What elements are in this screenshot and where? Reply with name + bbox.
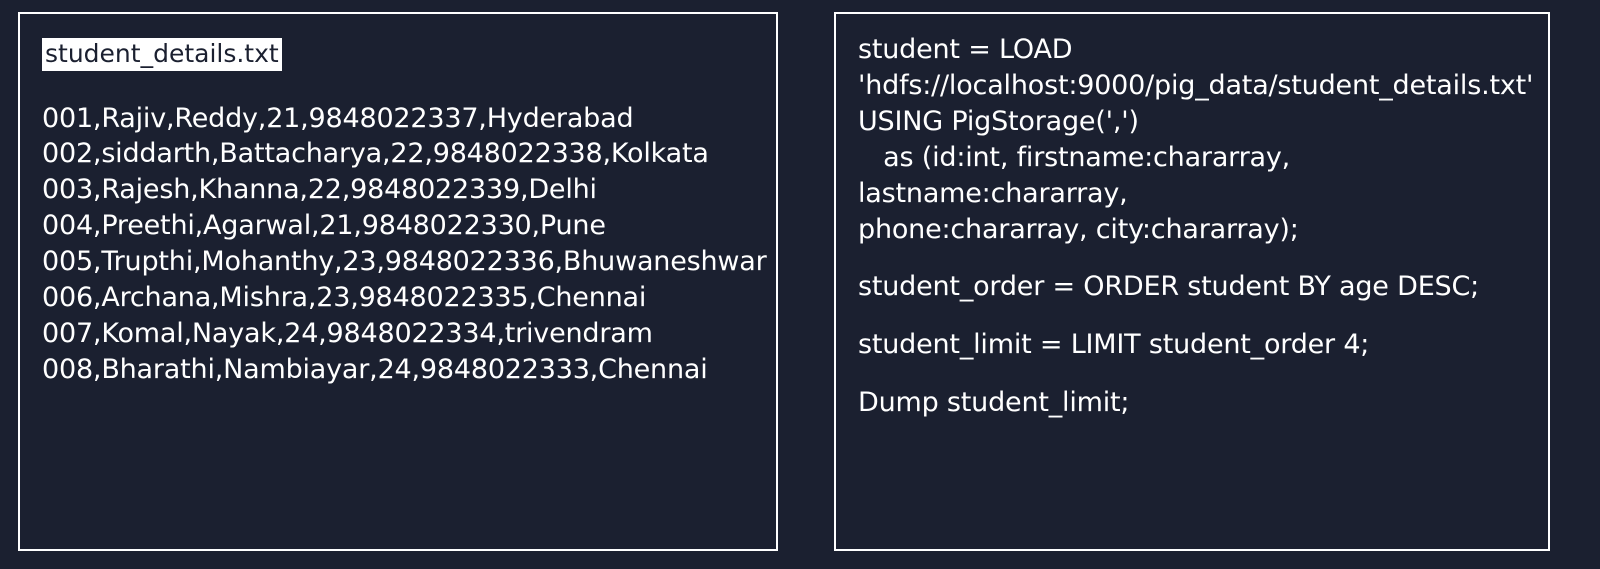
code-line: student = LOAD <box>858 34 1073 65</box>
code-line-blank <box>858 305 1526 327</box>
data-line: 001,Rajiv,Reddy,21,9848022337,Hyderabad <box>42 102 634 134</box>
student-data-lines <box>42 101 767 388</box>
code-line: phone:chararray, city:chararray); <box>858 213 1299 245</box>
data-line: 002,siddarth,Battacharya,22,9848022338,Kolkata <box>42 138 709 170</box>
data-line: 004,Preethi,Agarwal,21,9848022330,Pune <box>42 210 606 242</box>
pig-script-panel <box>834 12 1550 551</box>
code-line: 'hdfs://localhost:9000/pig_data/student_details.txt' <box>858 69 1534 101</box>
code-line-blank <box>858 363 1526 385</box>
code-line: student_order = ORDER student BY age DESC; <box>858 271 1480 303</box>
student-data-panel <box>18 12 778 551</box>
data-line: 006,Archana,Mishra,23,9848022335,Chennai <box>42 282 647 314</box>
code-line-blank <box>858 247 1526 269</box>
pig-script-lines <box>858 32 1534 421</box>
data-line: 003,Rajesh,Khanna,22,9848022339,Delhi <box>42 174 597 206</box>
code-line: as (id:int, firstname:chararray, lastname:chararray, <box>858 141 1299 209</box>
data-line: 008,Bharathi,Nambiayar,24,9848022333,Chennai <box>42 353 708 385</box>
code-line: Dump student_limit; <box>858 387 1130 419</box>
filename-label: student_details.txt <box>42 38 282 71</box>
data-line: 007,Komal,Nayak,24,9848022334,trivendram <box>42 317 653 349</box>
code-line: USING PigStorage(',') <box>858 105 1139 137</box>
code-line: student_limit = LIMIT student_order 4; <box>858 329 1370 361</box>
data-line: 005,Trupthi,Mohanthy,23,9848022336,Bhuwaneshwar <box>42 246 767 278</box>
